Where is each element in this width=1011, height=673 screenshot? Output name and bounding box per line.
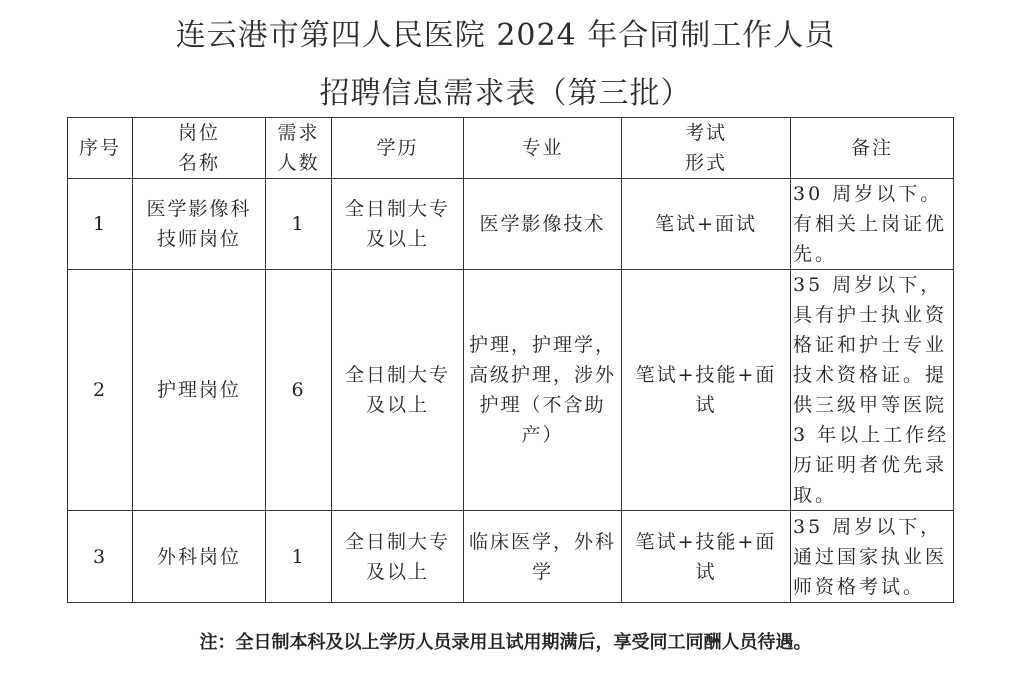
- cell-count: 6: [266, 270, 332, 511]
- cell-note: 30 周岁以下。有相关上岗证优先。: [791, 179, 954, 270]
- cell-post: 外科岗位: [133, 511, 266, 603]
- header-post-line2: 名称: [177, 152, 220, 174]
- header-exam-line2: 形式: [684, 152, 727, 174]
- cell-education: 全日制大专及以上: [332, 179, 464, 270]
- header-note: 备注: [791, 118, 954, 179]
- cell-seq: 1: [68, 179, 133, 270]
- header-exam: [622, 118, 791, 179]
- cell-education: 全日制大专及以上: [332, 270, 464, 511]
- header-education: 学历: [332, 118, 464, 179]
- cell-count: 1: [266, 511, 332, 603]
- recruitment-table: [67, 117, 954, 603]
- cell-note: 35 周岁以下，具有护士执业资格证和护士专业技术资格证。提供三级甲等医院 3 年以上工作经历证明者优先录取。: [791, 270, 954, 511]
- cell-post: 护理岗位: [133, 270, 266, 511]
- cell-exam: 笔试+技能+面试: [622, 511, 791, 603]
- table-header-row: [68, 118, 954, 179]
- header-seq: 序号: [68, 118, 133, 179]
- header-post-line1: 岗位: [177, 122, 220, 144]
- header-count-line1: 需求: [277, 122, 320, 144]
- cell-count: 1: [266, 179, 332, 270]
- cell-education: 全日制大专及以上: [332, 511, 464, 603]
- page-title: 连云港市第四人民医院 2024 年合同制工作人员: [175, 18, 836, 53]
- footer-note: 注：全日制本科及以上学历人员录用且试用期满后，享受同工同酬人员待遇。: [199, 632, 812, 653]
- cell-seq: 2: [68, 270, 133, 511]
- table-row: [68, 511, 954, 603]
- table-row: [68, 270, 954, 511]
- header-post: [133, 118, 266, 179]
- cell-exam: 笔试+面试: [622, 179, 791, 270]
- page-subtitle: 招聘信息需求表（第三批）: [319, 76, 692, 111]
- cell-post: 医学影像科技师岗位: [133, 179, 266, 270]
- cell-major: 医学影像技术: [464, 179, 622, 270]
- table-row: [68, 179, 954, 270]
- cell-major: 临床医学，外科学: [464, 511, 622, 603]
- cell-seq: 3: [68, 511, 133, 603]
- cell-major: 护理，护理学，高级护理，涉外护理（不含助产）: [464, 270, 622, 511]
- cell-exam: 笔试+技能+面试: [622, 270, 791, 511]
- header-count-line2: 人数: [277, 152, 320, 174]
- header-major: 专业: [464, 118, 622, 179]
- cell-note: 35 周岁以下，通过国家执业医师资格考试。: [791, 511, 954, 603]
- header-count: [266, 118, 332, 179]
- header-exam-line1: 考试: [684, 122, 727, 144]
